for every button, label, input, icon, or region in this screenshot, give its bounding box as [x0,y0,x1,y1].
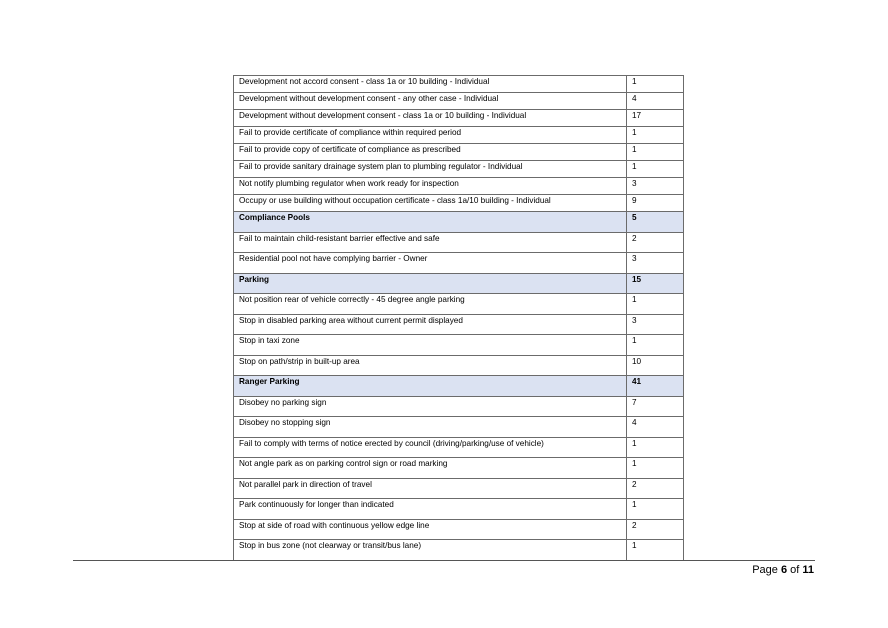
offence-label: Not position rear of vehicle correctly - 45 degree angle parking [234,294,627,315]
footer-divider [73,560,815,561]
table-row [234,417,684,438]
category-count: 41 [627,376,684,397]
offence-label: Stop in disabled parking area without current permit displayed [234,314,627,335]
category-count: 5 [627,212,684,233]
table-row [234,93,684,110]
offence-label: Fail to maintain child-resistant barrier effective and safe [234,232,627,253]
table-row [234,314,684,335]
offence-count: 1 [627,144,684,161]
page-total: 11 [802,564,814,576]
page-current: 6 [780,564,788,576]
offence-count: 4 [627,93,684,110]
offences-table [233,75,684,561]
offence-label: Development not accord consent - class 1a or 10 building - Individual [234,76,627,93]
offence-count: 3 [627,178,684,195]
category-row [234,273,684,294]
offence-label: Not parallel park in direction of travel [234,478,627,499]
table-row [234,178,684,195]
table-row [234,76,684,93]
page-number [752,564,814,576]
offence-count: 1 [627,499,684,520]
table-row [234,161,684,178]
table-row [234,396,684,417]
table-row [234,478,684,499]
category-count: 15 [627,273,684,294]
table-row [234,540,684,561]
category-label: Ranger Parking [234,376,627,397]
offence-count: 3 [627,253,684,274]
offence-count: 1 [627,458,684,479]
offence-count: 2 [627,232,684,253]
offence-count: 2 [627,519,684,540]
offence-count: 1 [627,76,684,93]
offences-table-body [234,76,684,561]
offence-label: Park continuously for longer than indicated [234,499,627,520]
offence-label: Stop on path/strip in built-up area [234,355,627,376]
table-row [234,144,684,161]
table-row [234,499,684,520]
offence-count: 2 [627,478,684,499]
offence-label: Fail to comply with terms of notice erected by council (driving/parking/use of vehicle) [234,437,627,458]
offence-count: 1 [627,127,684,144]
offence-label: Stop at side of road with continuous yellow edge line [234,519,627,540]
offence-count: 17 [627,110,684,127]
table-row [234,437,684,458]
offence-label: Occupy or use building without occupation certificate - class 1a/10 building - Individual [234,195,627,212]
offence-label: Disobey no parking sign [234,396,627,417]
offence-label: Development without development consent - any other case - Individual [234,93,627,110]
category-row [234,212,684,233]
category-label: Parking [234,273,627,294]
offence-count: 4 [627,417,684,438]
offence-label: Fail to provide copy of certificate of compliance as prescribed [234,144,627,161]
table-row [234,355,684,376]
page-prefix: Page [752,564,781,576]
offence-count: 7 [627,396,684,417]
offence-label: Development without development consent - class 1a or 10 building - Individual [234,110,627,127]
offence-label: Residential pool not have complying barrier - Owner [234,253,627,274]
offence-label: Stop in bus zone (not clearway or transit/bus lane) [234,540,627,561]
offence-count: 1 [627,540,684,561]
table-row [234,110,684,127]
category-row [234,376,684,397]
table-row [234,195,684,212]
offence-count: 1 [627,294,684,315]
table-row [234,519,684,540]
offence-count: 3 [627,314,684,335]
page-of: of [787,564,803,576]
table-row [234,458,684,479]
offence-label: Fail to provide certificate of compliance within required period [234,127,627,144]
offence-count: 1 [627,437,684,458]
offence-label: Fail to provide sanitary drainage system plan to plumbing regulator - Individual [234,161,627,178]
offence-count: 1 [627,161,684,178]
table-row [234,335,684,356]
offence-label: Not angle park as on parking control sign or road marking [234,458,627,479]
offence-count: 10 [627,355,684,376]
offence-label: Disobey no stopping sign [234,417,627,438]
table-row [234,127,684,144]
offence-label: Stop in taxi zone [234,335,627,356]
category-label: Compliance Pools [234,212,627,233]
offences-table-container [233,75,683,561]
table-row [234,294,684,315]
offence-label: Not notify plumbing regulator when work ready for inspection [234,178,627,195]
offence-count: 1 [627,335,684,356]
table-row [234,232,684,253]
offence-count: 9 [627,195,684,212]
table-row [234,253,684,274]
